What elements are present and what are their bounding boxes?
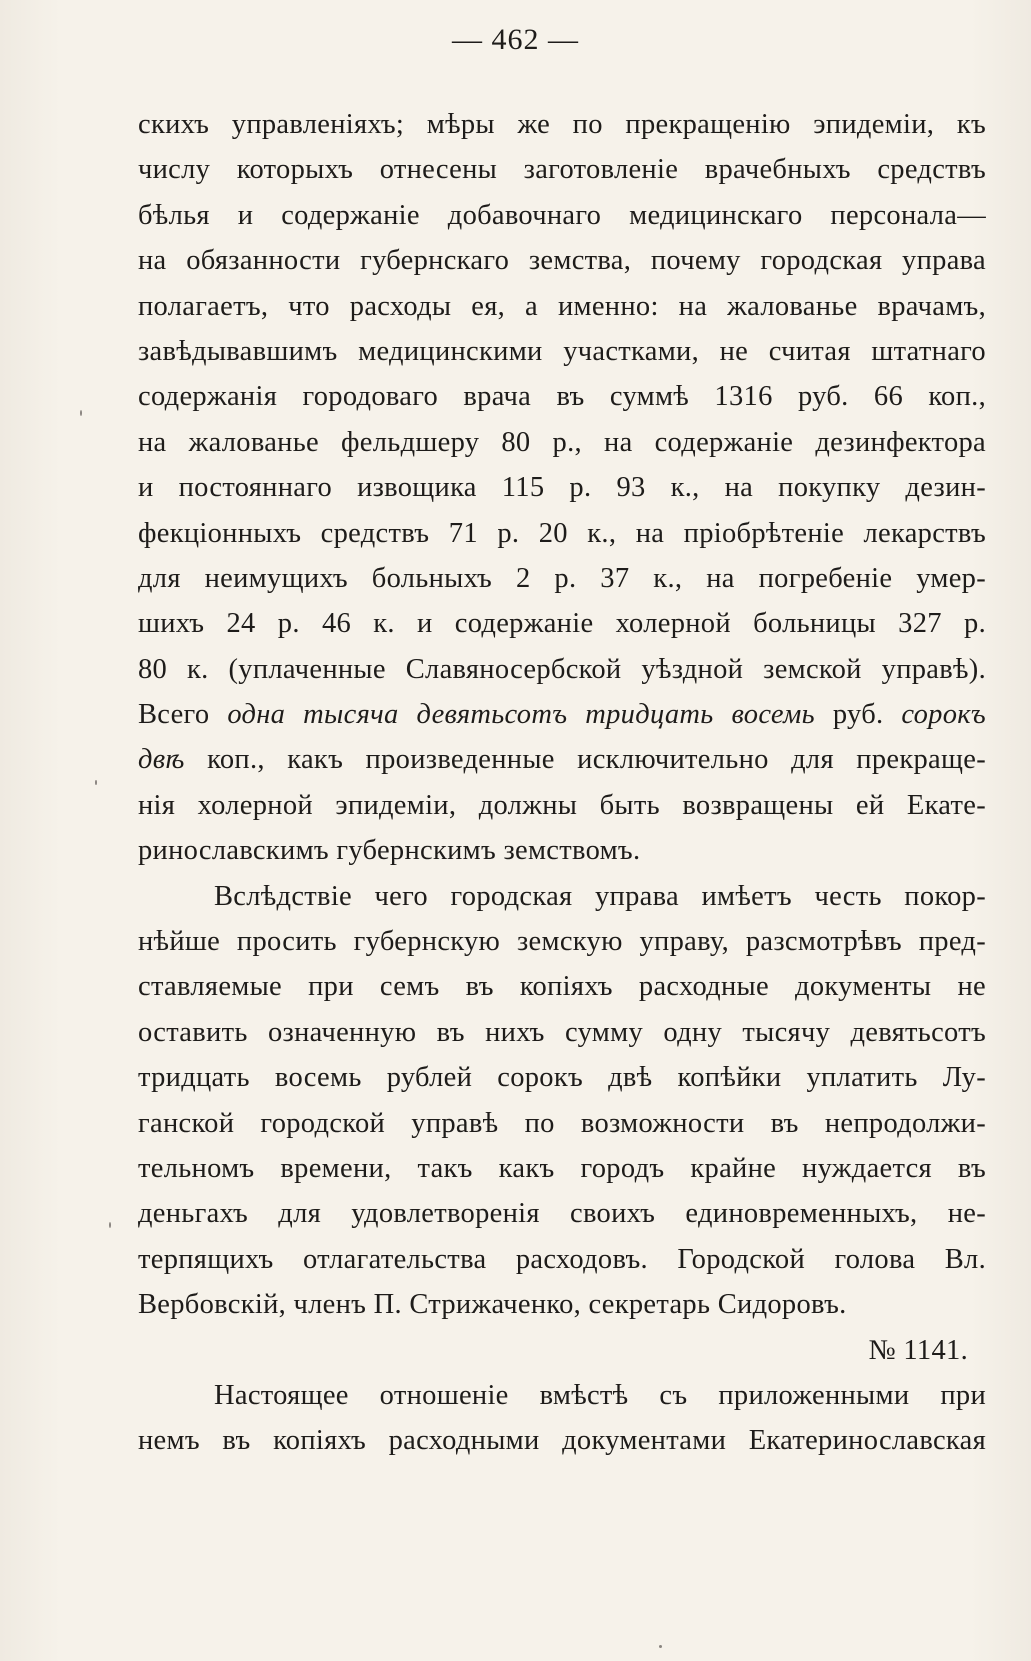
text-line: нія холерной эпидеміи, должны быть возвращены ей Екате- [138, 789, 986, 821]
body-text [138, 102, 986, 1464]
text-line: № 1141. [868, 1334, 968, 1366]
italic-text: сорокъ [901, 699, 987, 731]
text-line: Вербовскій, членъ П. Стрижаченко, секретарь Сидоровъ. [138, 1289, 847, 1321]
text-line: содержанія городоваго врача въ суммѣ 1316 руб. 66 коп., [138, 381, 986, 413]
text-line: нѣйше просить губернскую земскую управу, разсмотрѣвъ пред- [138, 926, 986, 958]
print-speck [109, 1222, 111, 1228]
text-line: числу которыхъ отнесены заготовленіе врачебныхъ средствъ [138, 154, 986, 186]
text-line: для неимущихъ больныхъ 2 р. 37 к., на погребеніе умер- [138, 562, 986, 594]
text-line: тридцать восемь рублей сорокъ двѣ копѣйки уплатить Лу- [138, 1062, 986, 1094]
text-line: на жалованье фельдшеру 80 р., на содержаніе дезинфектора [138, 426, 986, 458]
text-line: деньгахъ для удовлетворенія своихъ единовременныхъ, не- [138, 1198, 986, 1230]
text-line: бѣлья и содержаніе добавочнаго медицинскаго персонала— [138, 199, 986, 231]
text-span: коп., какъ произведенные исключительно для прекраще- [184, 744, 986, 776]
text-span: Всего [138, 699, 228, 731]
text-span: руб. [814, 699, 902, 731]
text-line: Вслѣдствіе чего городская управа имѣетъ честь покор- [214, 880, 986, 912]
text-line: ринославскимъ губернскимъ земствомъ. [138, 835, 641, 867]
text-line: 80 к. (уплаченные Славяносербской уѣздной земской управѣ). [138, 653, 986, 685]
text-line: тельномъ времени, такъ какъ городъ крайне нуждается въ [138, 1152, 986, 1184]
text-line: немъ въ копіяхъ расходными документами Екатеринославская [138, 1425, 986, 1457]
text-line: полагаетъ, что расходы ея, а именно: на жалованье врачамъ, [138, 290, 986, 322]
text-line: ганской городской управѣ по возможности въ непродолжи- [138, 1107, 986, 1139]
text-line: фекціонныхъ средствъ 71 р. 20 к., на пріобрѣтеніе лекарствъ [138, 517, 986, 549]
text-line: ставляемые при семъ въ копіяхъ расходные документы не [138, 971, 986, 1003]
text-line: оставить означенную въ нихъ сумму одну тысячу девятьсотъ [138, 1016, 986, 1048]
text-line: завѣдывавшимъ медицинскими участками, не считая штатнаго [138, 335, 986, 367]
print-speck [95, 780, 97, 785]
page-number: — 462 — [452, 23, 579, 56]
print-speck [659, 1645, 662, 1648]
text-line: на обязанности губернскаго земства, почему городская управа [138, 245, 986, 277]
text-line: терпящихъ отлагательства расходовъ. Городской голова Вл. [138, 1243, 986, 1275]
italic-text: одна тысяча девятьсотъ тридцать восемь [227, 699, 815, 731]
text-line [138, 692, 986, 737]
print-speck [80, 410, 82, 416]
text-line: и постояннаго извощика 115 р. 93 к., на покупку дезин- [138, 472, 986, 504]
text-line: шихъ 24 р. 46 к. и содержаніе холерной больницы 327 р. [138, 608, 986, 640]
text-line: скихъ управленіяхъ; мѣры же по прекращенію эпидеміи, къ [138, 109, 986, 140]
italic-text: двѣ [138, 744, 185, 776]
text-line: Настоящее отношеніе вмѣстѣ съ приложенными при [214, 1379, 986, 1411]
text-line [138, 737, 986, 782]
